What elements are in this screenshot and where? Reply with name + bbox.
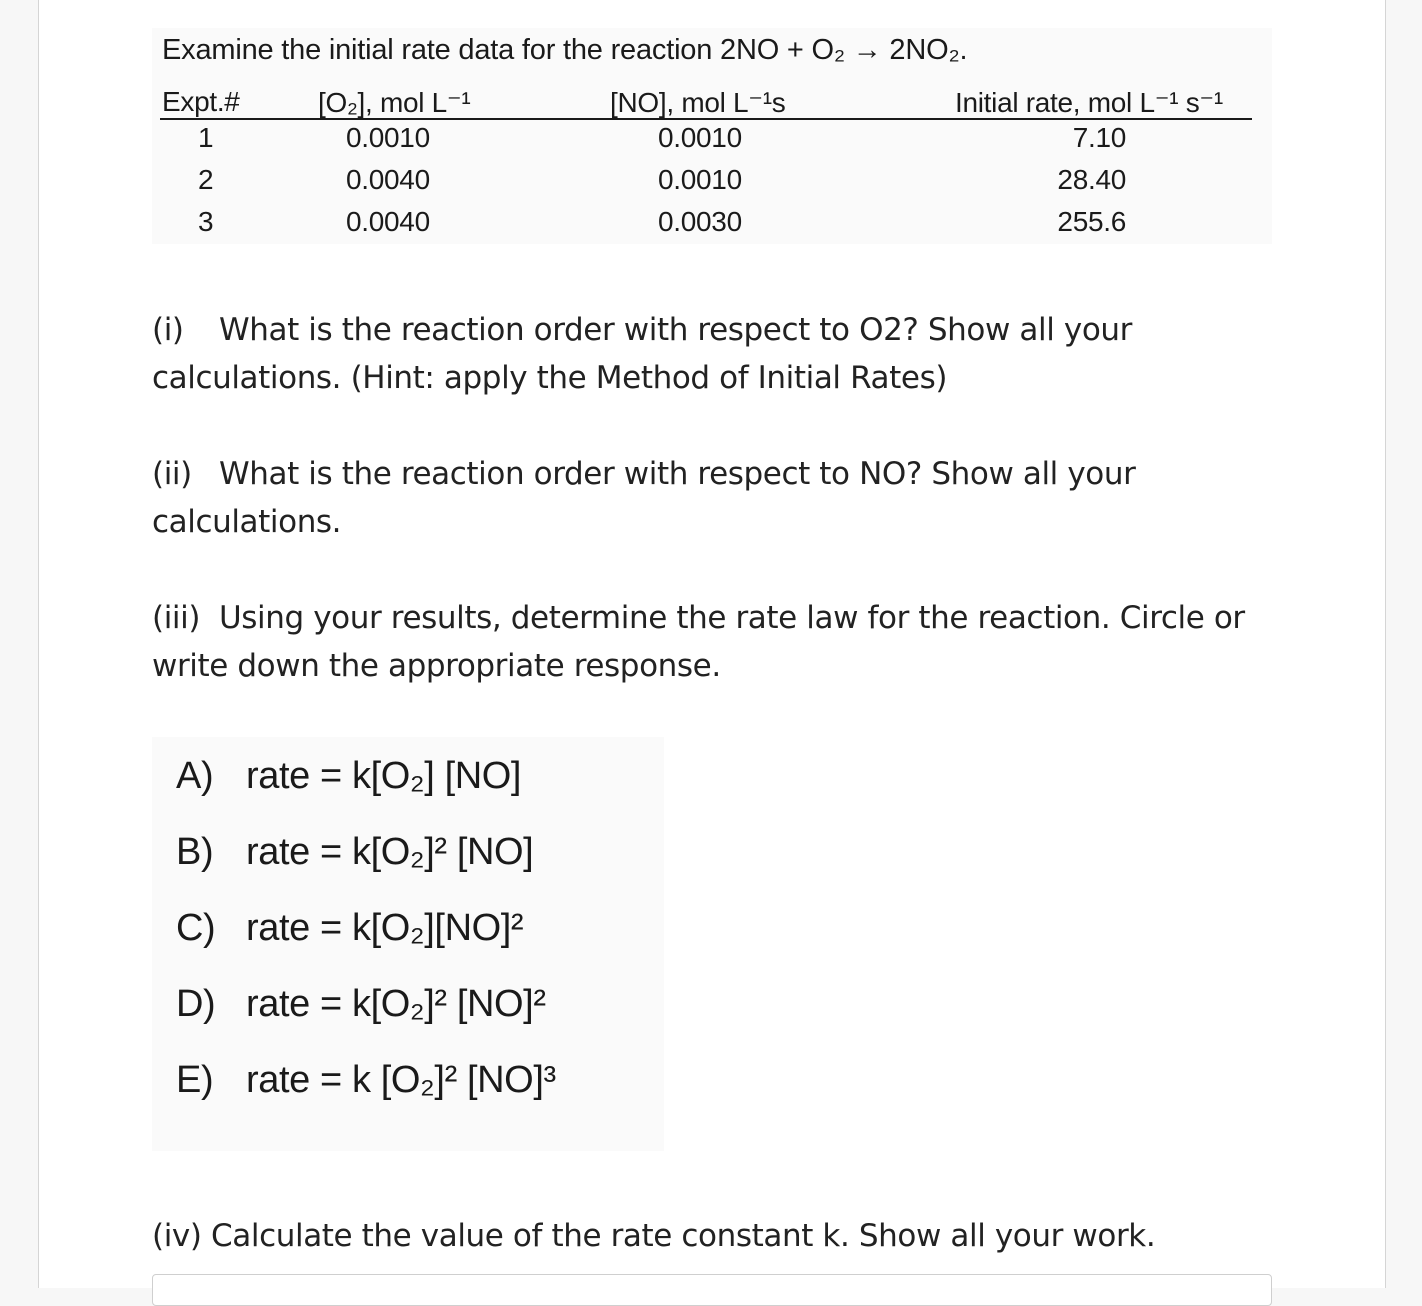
choice-a xyxy=(176,755,521,798)
question-i xyxy=(152,306,1262,402)
header-rate: Initial rate, mol L⁻¹ s⁻¹ xyxy=(955,87,1223,118)
table-cell: 0.0040 xyxy=(346,206,430,237)
table-cell: 0.0010 xyxy=(658,122,742,153)
question-iv xyxy=(152,1212,1262,1260)
table-cell: 255.6 xyxy=(1057,206,1126,237)
header-no: [NO], mol L⁻¹s xyxy=(610,87,786,118)
choice-text: rate = k[O₂] [NO] xyxy=(246,755,522,797)
choice-e xyxy=(176,1059,556,1102)
answer-input-box[interactable] xyxy=(152,1274,1272,1306)
question-text: What is the reaction order with respect to O2? Show all your calculations. (Hint: apply the Method of Initial Rates) xyxy=(152,312,1132,396)
choice-text: rate = k[O₂]² [NO] xyxy=(246,831,534,873)
question-text: Calculate the value of the rate constant k. Show all your work. xyxy=(211,1218,1156,1254)
choice-letter: D) xyxy=(176,983,216,1025)
rate-data-table-image xyxy=(152,28,1272,244)
choice-c xyxy=(176,907,523,950)
header-o2: [O₂], mol L⁻¹ xyxy=(318,87,471,118)
question-ii xyxy=(152,450,1262,546)
choice-text: rate = k [O₂]² [NO]³ xyxy=(246,1059,556,1101)
table-cell: 1 xyxy=(198,122,214,153)
choice-b xyxy=(176,831,533,874)
choice-letter: A) xyxy=(176,755,214,797)
rate-law-choices-image xyxy=(152,737,664,1151)
table-cell: 0.0040 xyxy=(346,164,430,195)
choice-d xyxy=(176,983,546,1026)
table-cell: 3 xyxy=(198,206,214,237)
question-tag: (iv) xyxy=(152,1218,202,1254)
choice-text: rate = k[O₂][NO]² xyxy=(246,907,524,949)
table-cell: 2 xyxy=(198,164,214,195)
question-tag: (iii) xyxy=(152,600,201,636)
header-underline xyxy=(160,118,1252,120)
table-cell: 0.0030 xyxy=(658,206,742,237)
table-cell: 0.0010 xyxy=(346,122,430,153)
question-text: What is the reaction order with respect to NO? Show all your calculations. xyxy=(152,456,1136,540)
choice-letter: E) xyxy=(176,1059,214,1101)
table-cell: 7.10 xyxy=(1072,122,1126,153)
question-tag: (ii) xyxy=(152,456,192,492)
header-expt: Expt.# xyxy=(162,86,240,117)
question-iii xyxy=(152,594,1262,690)
table-cell: 0.0010 xyxy=(658,164,742,195)
table-cell: 28.40 xyxy=(1057,164,1126,195)
choice-letter: C) xyxy=(176,907,216,949)
question-text: Using your results, determine the rate law for the reaction. Circle or write down the appropriate response. xyxy=(152,600,1245,684)
choice-text: rate = k[O₂]² [NO]² xyxy=(246,983,546,1025)
table-title: Examine the initial rate data for the reaction 2NO + O₂ → 2NO₂. xyxy=(162,34,968,66)
question-tag: (i) xyxy=(152,312,184,348)
choice-letter: B) xyxy=(176,831,214,873)
